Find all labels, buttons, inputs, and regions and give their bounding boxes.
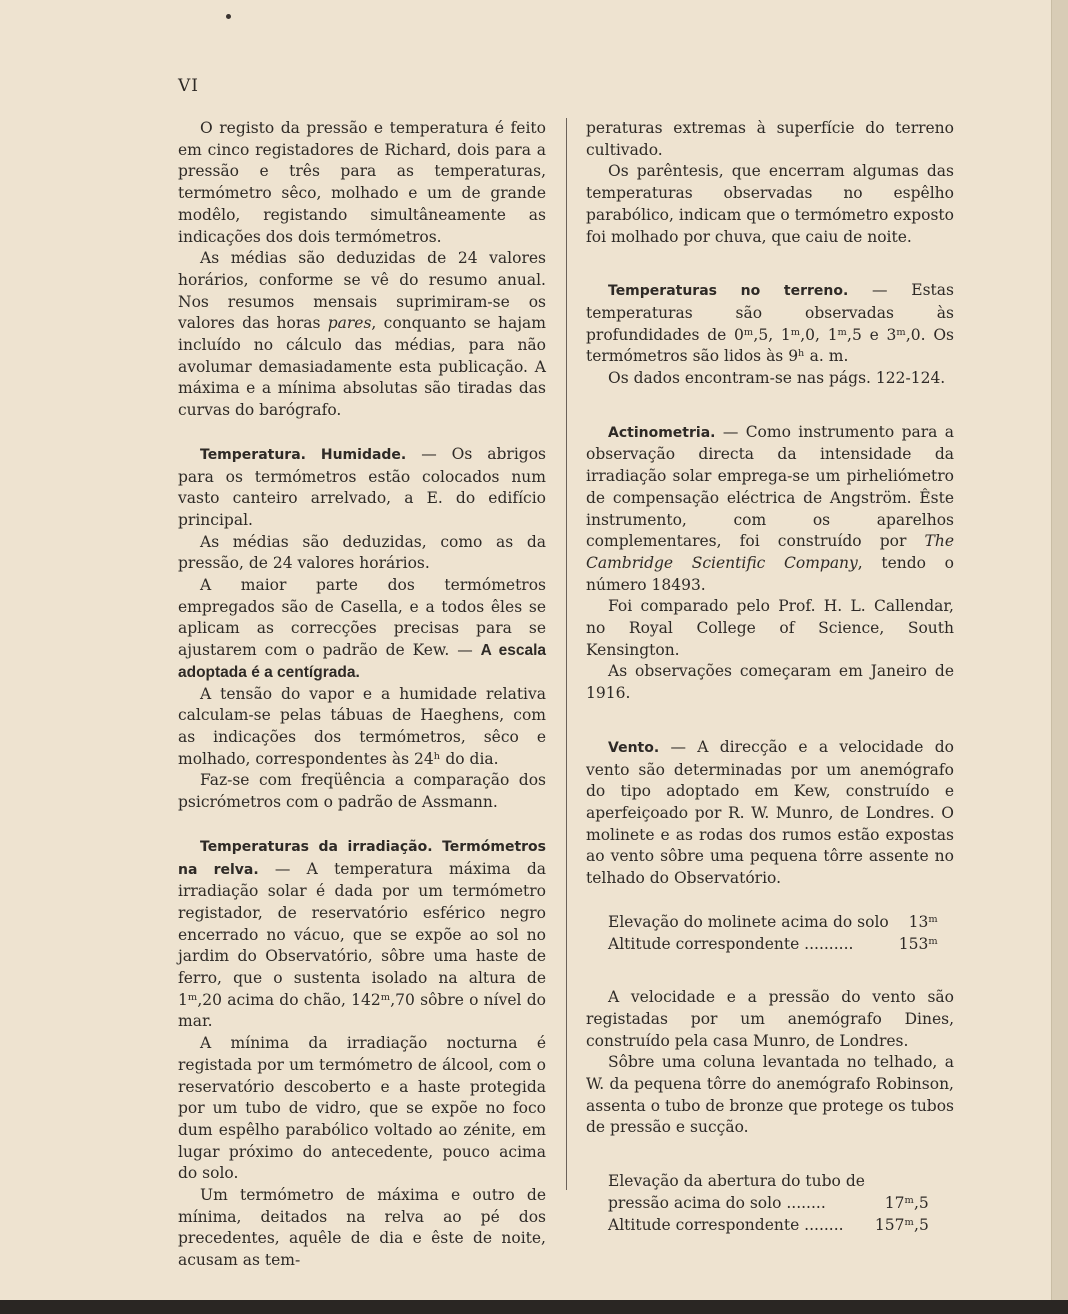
spec-table-tubo: [608, 1171, 929, 1236]
paragraph: A maior parte dos termómetros empregados são de Casella, e a todos êles se aplicam as correcções precisas para se ajustarem com o padrão de Kew. — A escala adoptada é a centígrada.: [178, 576, 546, 681]
paragraph: As médias são deduzidas de 24 valores horários, conforme se vê do resumo anual. Nos resumos mensais suprimiram-se os valores das horas pares, conquanto se hajam incluído no cálculo das médias, para não avolumar demasiadamente esta publicação. A máxima e a mínima absolutas são tiradas das curvas do barógrafo.: [178, 249, 546, 420]
paragraph: O registo da pressão e temperatura é feito em cinco registadores de Richard, dois para a pressão e três para as temperaturas, termómetro sêco, molhado e um de grande modêlo, registando simultâneamente as indicações dos dois termómetros.: [178, 119, 546, 246]
paragraph: Sôbre uma coluna levantada no telhado, a W. da pequena tôrre do anemógrafo Robinson, assenta o tubo de bronze que protege os tubos de pressão e sucção.: [586, 1053, 955, 1137]
right-column: [586, 118, 954, 1236]
paragraph: Faz-se com freqüência a comparação dos psicrómetros com o padrão de Assmann.: [178, 771, 546, 812]
ink-dot: [226, 14, 231, 19]
section-heading: Temperatura. Humidade.: [200, 446, 407, 463]
spec-table-molinete: [608, 912, 938, 955]
paragraph: A mínima da irradiação nocturna é registada por um termómetro de álcool, com o reservatório descoberto e a haste protegida por um tubo de vidro, que se expõe no foco dum espêlho parabólico voltado ao zénite, em lugar próximo do antecedente, pouco acima do solo.: [178, 1034, 546, 1183]
section-terreno: Temperaturas no terreno. — Estas temperaturas são observadas às profundidades de 0ᵐ,5, 1ᵐ,0, 1ᵐ,5 e 3ᵐ,0. Os termómetros são lidos às 9ʰ a. m.: [586, 281, 954, 366]
section-heading: Temperaturas da irradiação. Termómetros na relva.: [178, 838, 546, 878]
paragraph: As médias são deduzidas, como as da pressão, de 24 valores horários.: [178, 532, 546, 573]
section-heading: Temperaturas no terreno.: [608, 283, 849, 300]
section-irradiacao: Temperaturas da irradiação. Termómetros na relva. — A temperatura máxima da irradiação solar é dada por um termómetro registador, de reservatório esférico negro encerrado no vácuo, que se expõe ao sol no jardim do Observatório, sôbre uma haste de ferro, que o sustenta isolado na altura de 1ᵐ,20 acima do chão, 142ᵐ,70 sôbre o nível do mar.: [178, 838, 546, 1031]
spec-row: Elevação do molinete acima do solo 13ᵐ: [608, 912, 938, 931]
section-temperatura: Temperatura. Humidade. — Os abrigos para os termómetros estão colocados num vasto canteiro arrelvado, a E. do edifício principal.: [178, 444, 547, 529]
spec-row: Altitude correspondente .......... 153ᵐ: [608, 934, 938, 953]
paragraph: Os parêntesis, que encerram algumas das temperaturas observadas no espêlho parabólico, indicam que o termómetro exposto foi molhado por chuva, que caiu de noite.: [586, 162, 954, 246]
paragraph: As observações começaram em Janeiro de 1916.: [586, 662, 954, 703]
paragraph: Os dados encontram-se nas págs. 122-124.: [608, 369, 946, 388]
section-heading: Actinometria.: [608, 424, 716, 441]
paragraph: Foi comparado pelo Prof. H. L. Callendar, no Royal College of Science, South Kensington.: [586, 597, 954, 659]
section-heading: Vento.: [608, 739, 660, 756]
page-edge: [1051, 0, 1068, 1314]
paragraph: Um termómetro de máxima e outro de mínima, deitados na relva ao pé dos precedentes, aquêle de dia e êste de noite, acusam as tem-: [178, 1186, 546, 1270]
paragraph: A tensão do vapor e a humidade relativa calculam-se pelas tábuas de Haeghens, com as indicações dos termómetros, sêco e molhado, correspondentes às 24ʰ do dia.: [178, 684, 546, 768]
paragraph: A velocidade e a pressão do vento são registadas por um anemógrafo Dines, construído pela casa Munro, de Londres.: [586, 988, 954, 1050]
section-actinometria: Actinometria. — Como instrumento para a observação directa da intensidade da irradiação solar emprega-se um pirheliómetro de compensação eléctrica de Angström. Êste instrumento, com os aparelhos complementares, foi construído por The Cambridge Scientific Company, tendo o número 18493.: [586, 422, 954, 594]
paragraph: peraturas extremas à superfície do terreno cultivado.: [586, 119, 954, 159]
page-number: VI: [178, 76, 199, 96]
left-column: [178, 118, 546, 1272]
spec-row: Altitude correspondente ........ 157ᵐ,5: [608, 1215, 929, 1234]
spec-row: pressão acima do solo ........ 17ᵐ,5: [608, 1193, 929, 1212]
column-rule: [566, 118, 567, 1190]
section-vento: Vento. — A direcção e a velocidade do vento são determinadas por um anemógrafo do tipo adoptado em Kew, construído e aperfeiçoado por R. W. Munro, de Londres. O molinete e as rodas dos rumos estão expostas ao vento sôbre uma pequena tôrre assente no telhado do Observatório.: [586, 737, 954, 888]
scan-border: [0, 1300, 1068, 1314]
spec-row: Elevação da abertura do tubo de: [608, 1172, 865, 1191]
